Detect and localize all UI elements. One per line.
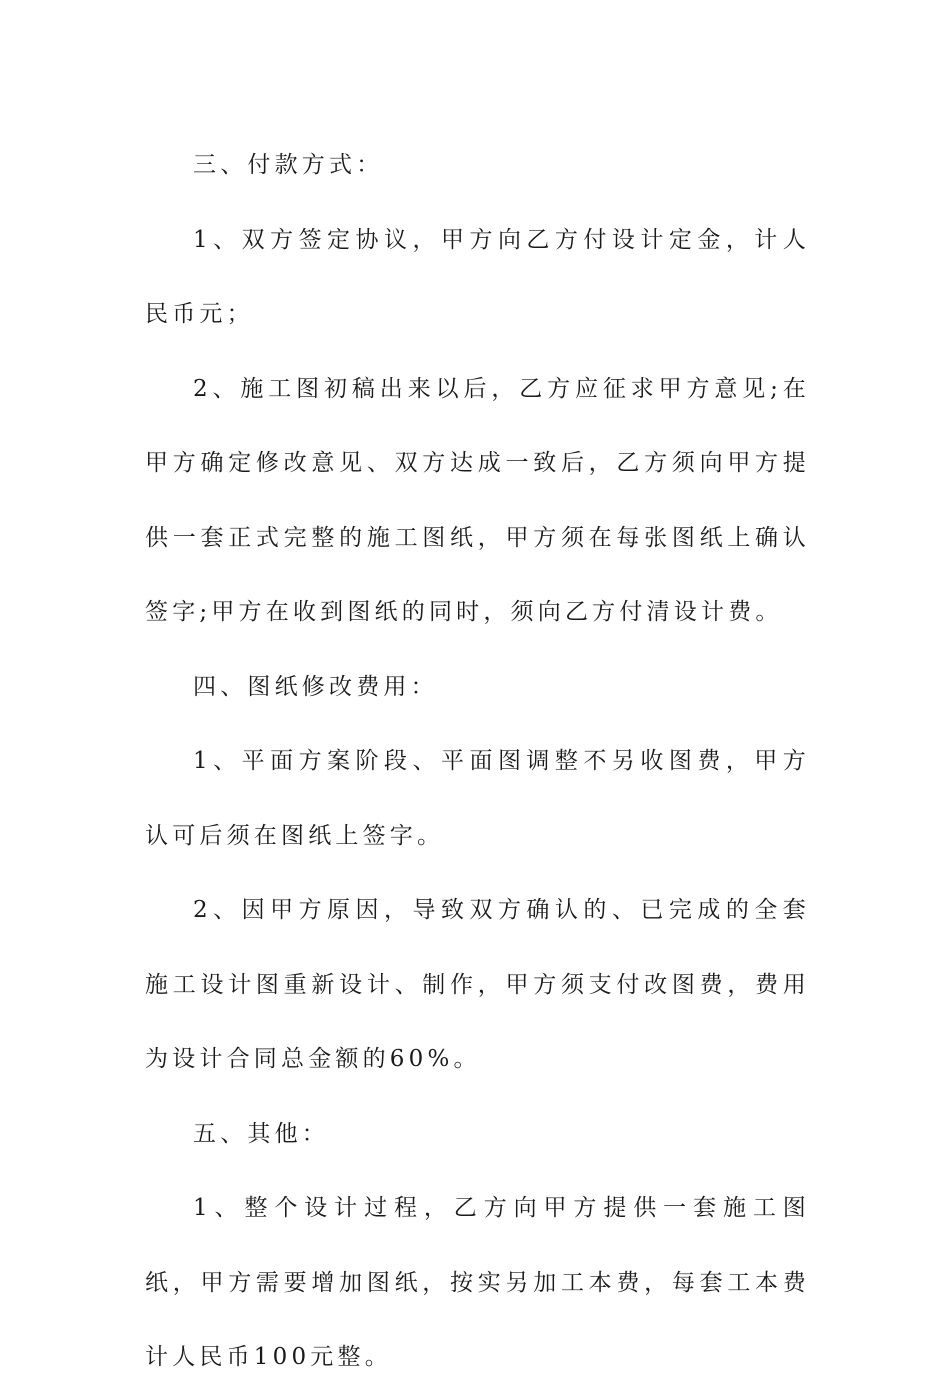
section-heading-other: 五、其他： xyxy=(193,1120,329,1147)
revision-clause-2: 2、因甲方原因，导致双方确认的、已完成的全套施工设计图重新设计、制作，甲方须支付改图费，费用为设计合同总金额的60%。 xyxy=(145,897,810,1072)
section-heading-revision-fees: 四、图纸修改费用： xyxy=(193,673,438,700)
document-page xyxy=(145,128,810,1395)
revision-clause-1: 1、平面方案阶段、平面图调整不另收图费，甲方认可后须在图纸上签字。 xyxy=(145,748,810,849)
payment-clause-2: 2、施工图初稿出来以后，乙方应征求甲方意见;在甲方确定修改意见、双方达成一致后，乙方须向甲方提供一套正式完整的施工图纸，甲方须在每张图纸上确认签字;甲方在收到图纸的同时，须向乙方付清设计费。 xyxy=(145,375,810,625)
other-clause-1: 1、整个设计过程，乙方向甲方提供一套施工图纸，甲方需要增加图纸，按实另加工本费，每套工本费计人民币100元整。 xyxy=(145,1195,810,1370)
section-heading-payment: 三、付款方式： xyxy=(193,152,384,178)
payment-clause-1: 1、双方签定协议，甲方向乙方付设计定金，计人民币元； xyxy=(145,226,810,327)
